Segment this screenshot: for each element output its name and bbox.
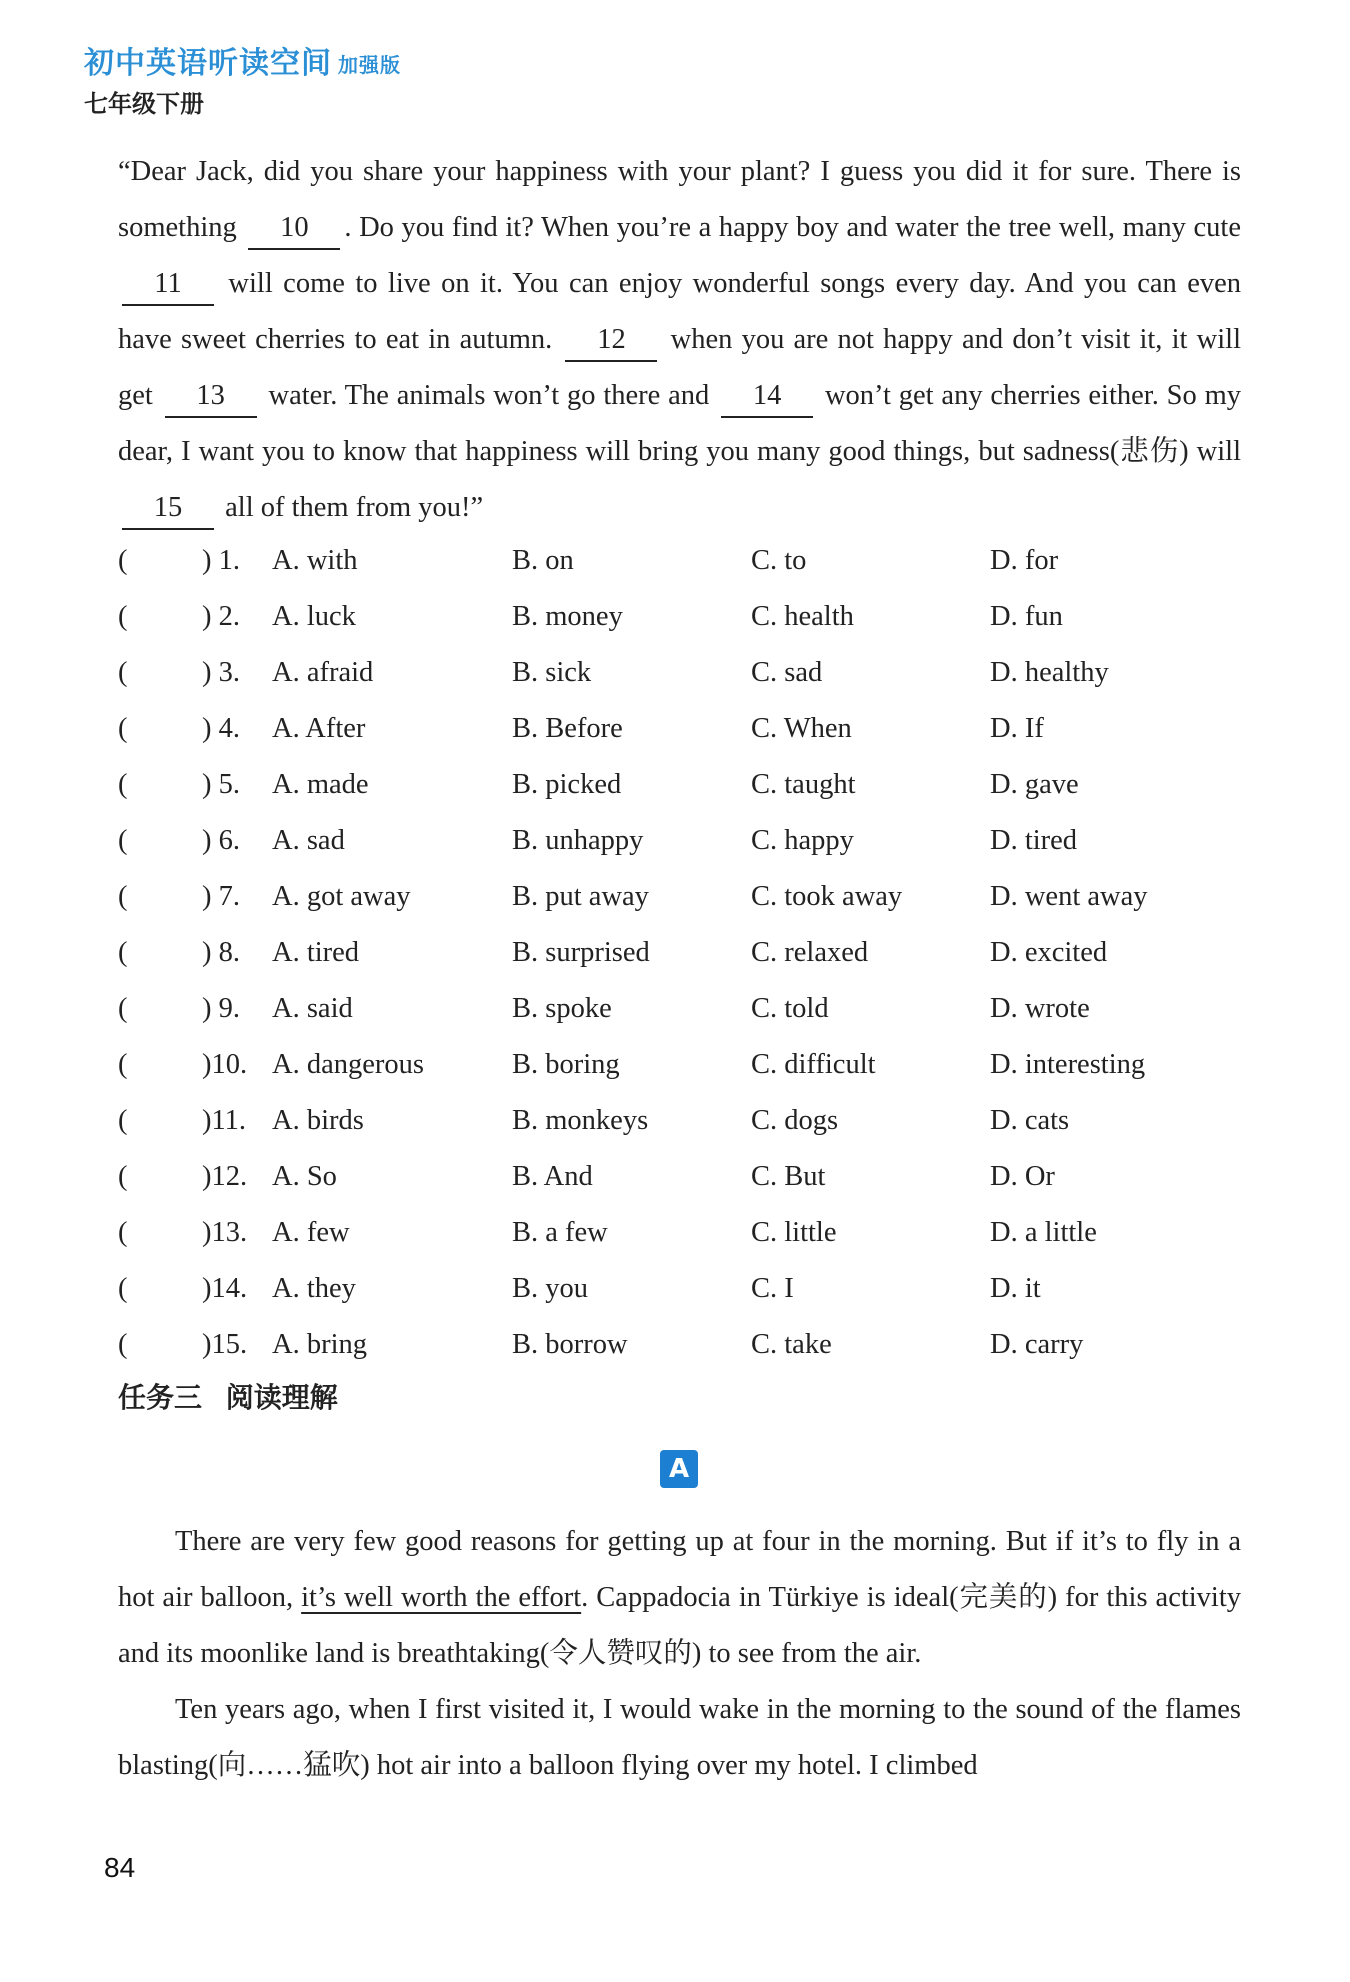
option-b: B. put away: [512, 881, 649, 912]
option-a: A. said: [272, 993, 353, 1024]
option-a: A. birds: [272, 1105, 364, 1136]
passage-text: . Do you find it? When you’re a happy boy and water the tree well, many cute: [344, 212, 1242, 243]
question-number: )12.: [202, 1161, 248, 1192]
reading-text: There are very few good reasons for getting up at four in the morning. But if it’s to fly in a hot air balloon,: [118, 1526, 1241, 1613]
option-b: B. Before: [512, 713, 623, 744]
option-b: B. boring: [512, 1049, 620, 1080]
answer-paren: (: [118, 937, 128, 968]
blank-10: 10: [248, 208, 340, 250]
question-row: [118, 1093, 1241, 1149]
passage-text: “Dear Jack, did you share your happiness with your plant? I guess you did it for sure. There is something: [118, 156, 1241, 243]
option-c: C. took away: [751, 881, 903, 912]
question-number: )13.: [202, 1217, 248, 1248]
section-heading: 任务三 阅读理解: [118, 1381, 338, 1414]
option-c: C. told: [751, 993, 829, 1024]
option-a: A. got away: [272, 881, 411, 912]
answer-paren: (: [118, 1329, 128, 1360]
question-row: [118, 981, 1241, 1037]
option-d: D. fun: [990, 601, 1063, 632]
option-d: D. healthy: [990, 657, 1109, 688]
option-b: B. on: [512, 545, 574, 576]
option-d: D. a little: [990, 1217, 1097, 1248]
answer-paren: (: [118, 881, 128, 912]
option-a: A. they: [272, 1273, 356, 1304]
answer-paren: (: [118, 657, 128, 688]
page-header: [84, 44, 401, 121]
question-number: ) 3.: [202, 657, 240, 688]
question-row: [118, 813, 1241, 869]
blank-15: 15: [122, 488, 214, 530]
question-number: ) 5.: [202, 769, 240, 800]
section-badge: A: [660, 1450, 698, 1488]
answer-paren: (: [118, 769, 128, 800]
blank-11: 11: [122, 264, 214, 306]
question-row: [118, 1037, 1241, 1093]
question-row: [118, 1261, 1241, 1317]
question-row: [118, 869, 1241, 925]
option-b: B. a few: [512, 1217, 608, 1248]
option-c: C. sad: [751, 657, 823, 688]
question-number: ) 8.: [202, 937, 240, 968]
option-a: A. luck: [272, 601, 356, 632]
option-b: B. borrow: [512, 1329, 628, 1360]
answer-paren: (: [118, 601, 128, 632]
option-a: A. So: [272, 1161, 337, 1192]
option-d: D. went away: [990, 881, 1148, 912]
option-c: C. little: [751, 1217, 837, 1248]
cloze-passage: [118, 144, 1241, 536]
option-d: D. If: [990, 713, 1044, 744]
option-c: C. taught: [751, 769, 856, 800]
option-d: D. gave: [990, 769, 1079, 800]
answer-paren: (: [118, 993, 128, 1024]
blank-13: 13: [165, 376, 257, 418]
option-d: D. tired: [990, 825, 1078, 856]
option-a: A. dangerous: [272, 1049, 424, 1080]
option-a: A. afraid: [272, 657, 374, 688]
underlined-phrase: it’s well worth the effort: [301, 1582, 582, 1613]
option-b: B. And: [512, 1161, 593, 1192]
question-row: [118, 701, 1241, 757]
option-c: C. difficult: [751, 1049, 876, 1080]
option-d: D. carry: [990, 1329, 1084, 1360]
option-c: C. health: [751, 601, 854, 632]
answer-paren: (: [118, 1217, 128, 1248]
question-number: ) 9.: [202, 993, 240, 1024]
option-d: D. excited: [990, 937, 1108, 968]
option-a: A. tired: [272, 937, 360, 968]
option-d: D. wrote: [990, 993, 1090, 1024]
page-number: 84: [104, 1852, 136, 1883]
option-b: B. you: [512, 1273, 589, 1304]
question-row: [118, 589, 1241, 645]
reading-paragraph-2: Ten years ago, when I first visited it, I would wake in the morning to the sound of the flames blasting(向……猛吹) hot air into a balloon flying over my hotel. I climbed: [118, 1694, 1241, 1781]
passage-text: when you are not happy and don’t visit it, it will get: [118, 324, 1242, 411]
option-c: C. dogs: [751, 1105, 839, 1136]
grade-label: 七年级下册: [84, 90, 204, 118]
question-number: )11.: [202, 1105, 247, 1136]
option-c: C. to: [751, 545, 807, 576]
option-d: D. it: [990, 1273, 1041, 1304]
question-number: ) 6.: [202, 825, 240, 856]
question-row: [118, 925, 1241, 981]
option-d: D. for: [990, 545, 1059, 576]
option-a: A. After: [272, 713, 366, 744]
passage-text: all of them from you!”: [225, 492, 484, 523]
answer-paren: (: [118, 1161, 128, 1192]
blank-14: 14: [721, 376, 813, 418]
option-c: C. take: [751, 1329, 832, 1360]
answer-paren: (: [118, 825, 128, 856]
cloze-paragraph: [118, 144, 1241, 536]
answer-options: [118, 533, 1241, 1373]
option-b: B. spoke: [512, 993, 612, 1024]
option-b: B. unhappy: [512, 825, 644, 856]
book-title: [84, 44, 401, 85]
option-c: C. I: [751, 1273, 794, 1304]
option-a: A. sad: [272, 825, 345, 856]
option-d: D. interesting: [990, 1049, 1146, 1080]
answer-paren: (: [118, 1273, 128, 1304]
option-c: C. When: [751, 713, 852, 744]
question-row: [118, 645, 1241, 701]
blank-12: 12: [565, 320, 657, 362]
question-number: ) 2.: [202, 601, 240, 632]
option-b: B. picked: [512, 769, 622, 800]
option-c: C. relaxed: [751, 937, 869, 968]
question-row: [118, 1205, 1241, 1261]
passage-text: won’t get any cherries either. So my dear, I want you to know that happiness will bring you many good things, but sadness(悲伤) will: [118, 380, 1242, 467]
question-row: [118, 1149, 1241, 1205]
option-b: B. sick: [512, 657, 592, 688]
option-a: A. made: [272, 769, 369, 800]
option-a: A. bring: [272, 1329, 367, 1360]
option-c: C. happy: [751, 825, 854, 856]
option-b: B. surprised: [512, 937, 650, 968]
option-a: A. with: [272, 545, 358, 576]
passage-text: water. The animals won’t go there and: [268, 380, 710, 411]
reading-text: . Cappadocia in Türkiye is ideal(完美的) for this activity and its moonlike land is breathtaking(令人赞叹的) to see from the air.: [118, 1582, 1242, 1669]
question-number: )14.: [202, 1273, 248, 1304]
answer-paren: (: [118, 545, 128, 576]
reading-paragraph-1: [118, 1514, 1241, 1682]
reading-passage: [118, 1514, 1241, 1794]
option-c: C. But: [751, 1161, 826, 1192]
option-a: A. few: [272, 1217, 350, 1248]
option-d: D. Or: [990, 1161, 1055, 1192]
option-b: B. monkeys: [512, 1105, 649, 1136]
book-edition: 加强版: [338, 53, 401, 77]
passage-text: will come to live on it. You can enjoy wonderful songs every day. And you can even have sweet cherries to eat in autumn.: [118, 268, 1242, 355]
question-number: ) 7.: [202, 881, 240, 912]
answer-paren: (: [118, 1049, 128, 1080]
book-brand: 初中英语听读空间: [84, 46, 332, 81]
option-d: D. cats: [990, 1105, 1070, 1136]
question-row: [118, 757, 1241, 813]
question-number: ) 1.: [202, 545, 240, 576]
option-b: B. money: [512, 601, 623, 632]
question-row: [118, 533, 1241, 589]
question-number: )10.: [202, 1049, 248, 1080]
question-number: )15.: [202, 1329, 248, 1360]
question-number: ) 4.: [202, 713, 240, 744]
question-row: [118, 1317, 1241, 1373]
answer-paren: (: [118, 713, 128, 744]
answer-paren: (: [118, 1105, 128, 1136]
